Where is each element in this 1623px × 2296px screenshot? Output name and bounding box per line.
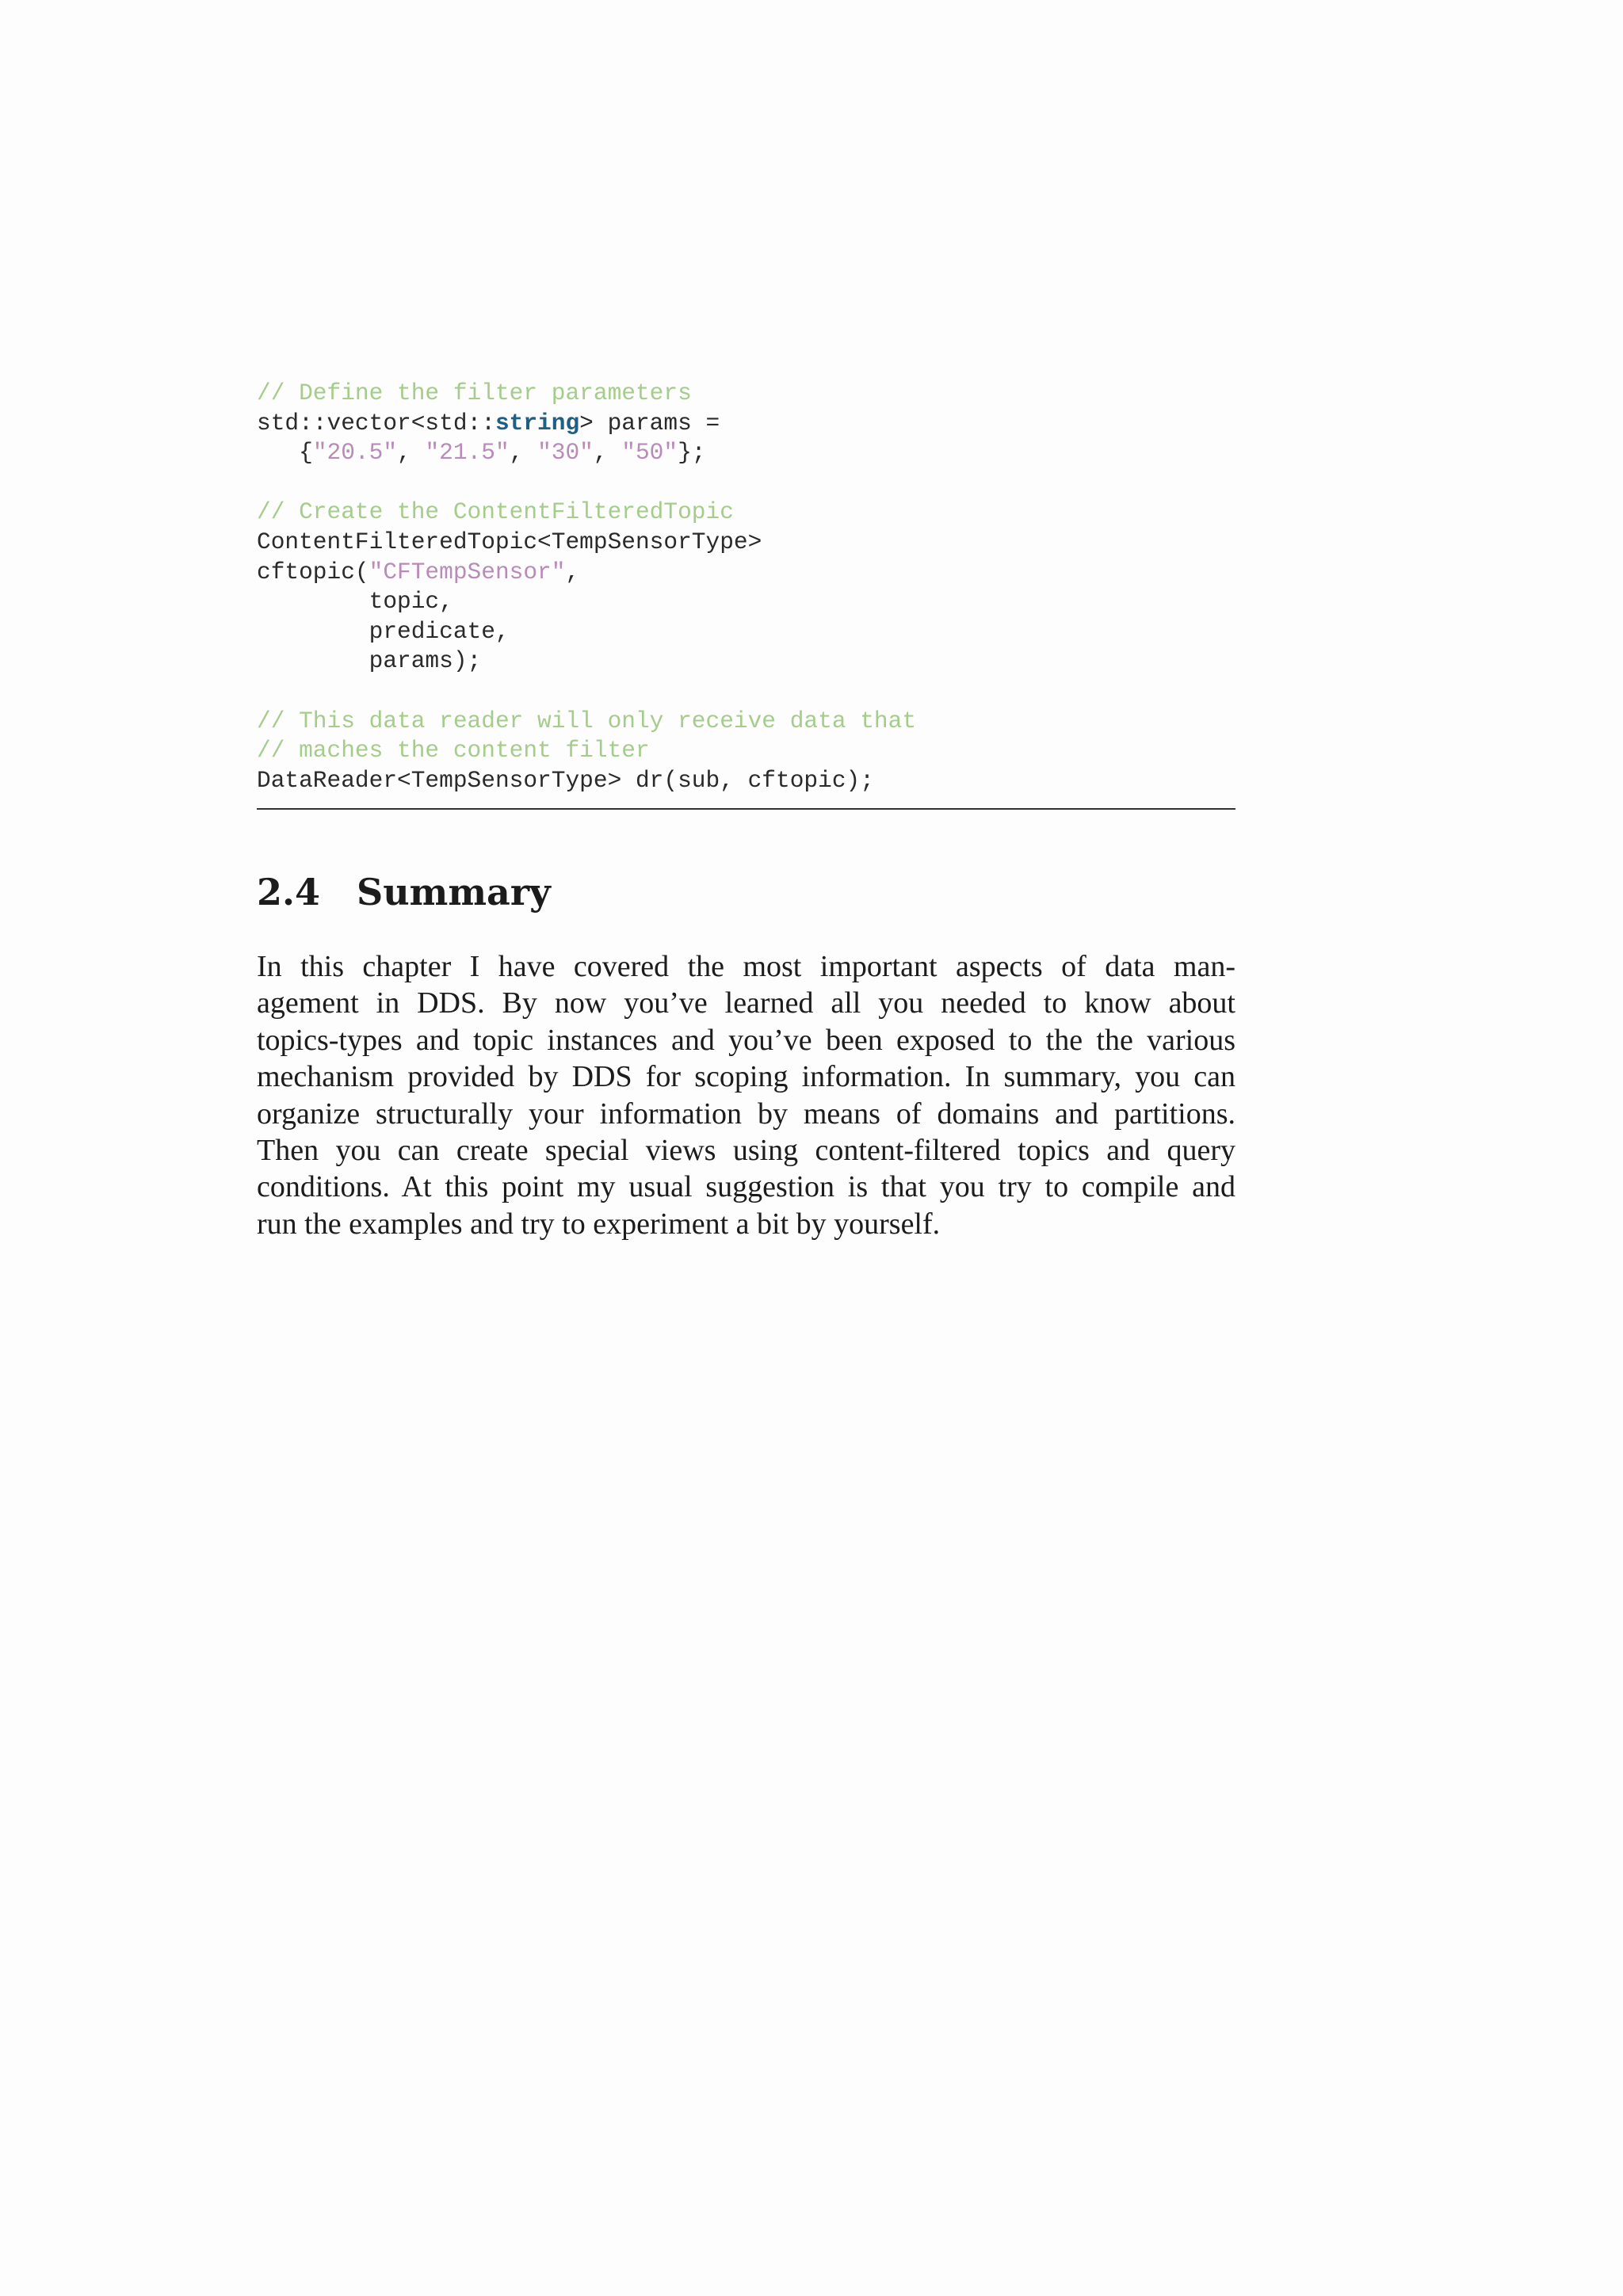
paragraph-line: organize structurally your information by means of domains and partitions. [257,1097,1235,1131]
section-number: 2.4 [257,871,321,913]
code-token-plain: ContentFilteredTopic<TempSensorType> [257,528,762,555]
code-line [257,558,1236,588]
code-line [257,677,1236,707]
code-token-plain: { [257,439,313,467]
code-token-plain: std::vector<std:: [257,409,495,437]
code-line [257,379,1236,409]
code-token-plain: , [565,558,580,585]
code-line [257,766,1236,796]
code-token-comment: // This data reader will only receive data that [257,707,917,734]
code-line [257,707,1236,737]
code-token-string: "50" [621,439,678,467]
code-token-plain: DataReader<TempSensorType> dr(sub, cftopic); [257,766,874,794]
code-token-string: "CFTempSensor" [369,558,566,585]
paragraph-line: run the examples and try to experiment a bit by yourself. [257,1207,941,1241]
code-line [257,617,1236,647]
code-token-plain: , [397,439,426,467]
code-token-string: "30" [537,439,594,467]
paragraph-line: Then you can create special views using content-filtered topics and query [257,1133,1235,1167]
code-token-comment: // maches the content filter [257,737,650,765]
code-line [257,498,1236,528]
section-heading [257,870,551,914]
paragraph-line: topics-types and topic instances and you’ve been exposed to the the various [257,1023,1235,1057]
code-line [257,528,1236,558]
code-token-string: "21.5" [425,439,510,467]
code-token-comment: // Create the ContentFilteredTopic [257,498,734,526]
code-token-plain: , [509,439,538,467]
code-line [257,468,1236,498]
summary-paragraph [257,948,1235,1242]
code-listing [257,379,1236,795]
code-listing-bottom-rule [257,808,1235,810]
section-title: Summary [357,871,551,913]
paragraph-line: mechanism provided by DDS for scoping information. In summary, you can [257,1060,1235,1094]
paragraph-line: In this chapter I have covered the most important aspects of data man- [257,950,1235,983]
code-line [257,646,1236,677]
code-line [257,409,1236,439]
code-token-comment: // Define the filter parameters [257,379,692,406]
paragraph-line: agement in DDS. By now you’ve learned all you needed to know about [257,986,1235,1020]
code-token-plain: cftopic( [257,558,369,585]
code-line [257,736,1236,766]
code-token-plain: topic, [257,588,453,616]
code-token-plain: predicate, [257,617,510,645]
paragraph-line: conditions. At this point my usual suggestion is that you try to compile and [257,1170,1235,1204]
code-token-plain: params); [257,647,482,675]
code-token-plain: > params = [579,409,720,437]
code-line [257,438,1236,468]
code-token-plain: , [593,439,622,467]
code-token-string: "20.5" [312,439,398,467]
code-line [257,587,1236,617]
code-token-keyword: string [495,409,580,437]
code-token-plain: }; [678,439,706,467]
